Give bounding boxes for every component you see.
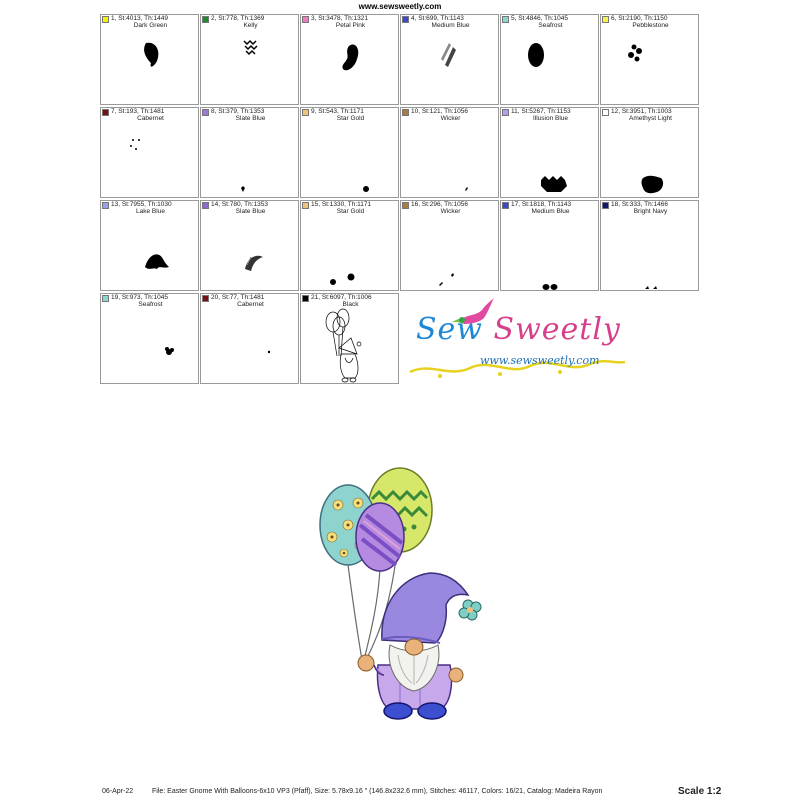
soles-icon [601,215,699,291]
color-cell [600,14,699,105]
hat-icon [101,215,199,291]
color-cell [100,14,199,105]
two-ticks-icon [401,215,499,291]
file-info: File: Easter Gnome With Balloons-6x10 VP3 (Pfaff), Size: 5.78x9.16 " (146.8x232.6 mm), Stitches: 46117, Colors: 16/21, Catalog: Madeira Rayon [152,788,603,795]
color-cell [100,200,199,291]
stitch-info: 19, St:973, Th:1045 [111,294,168,301]
thread-name: Bright Navy [633,208,668,215]
thread-name: Dark Green [133,22,168,29]
color-cell [200,107,299,198]
color-cell [600,107,699,198]
site-url: www.sewsweetly.com [358,2,442,11]
stitch-info: 13, St:7955, Th:1030 [111,201,172,208]
thread-name: Medium Blue [531,208,570,215]
thread-name: Star Gold [336,208,365,215]
stitch-info: 2, St:778, Th:1369 [211,15,265,22]
color-cell [500,14,599,105]
color-cell [200,14,299,105]
stitch-info: 3, St:3478, Th:1321 [311,15,368,22]
stitch-info: 1, St:4013, Th:1449 [111,15,168,22]
color-cell [400,107,499,198]
flower-icon [101,308,199,384]
sewsweetly-logo [400,292,640,392]
body-blob-icon [601,122,699,198]
color-cell [300,200,399,291]
stitch-info: 11, St:5267, Th:1153 [511,108,571,115]
color-cell [300,107,399,198]
color-cell [100,293,199,384]
stitch-info: 7, St:193, Th:1481 [111,108,165,115]
color-cell [100,107,199,198]
collar-icon [501,122,599,198]
stripe-icon [401,29,499,105]
zigzag-icon [201,29,299,105]
stitch-info: 17, St:1818, Th:1143 [511,201,572,208]
two-dots-icon [301,215,399,291]
logo-title: Sew Sweetly [416,312,621,347]
logo-url: www.sewsweetly.com [480,354,600,367]
small-blob-icon [301,122,399,198]
stitch-info: 14, St:780, Th:1353 [211,201,268,208]
shoes-icon [501,215,599,291]
thread-name: Wicker [440,115,461,122]
thread-name: Seafrost [538,22,563,29]
thread-name: Pebblestone [632,22,669,29]
stitch-info: 6, St:2190, Th:1150 [611,15,668,22]
stitch-info: 8, St:379, Th:1353 [211,108,265,115]
thread-name: Cabernet [137,115,164,122]
thread-name: Black [342,301,359,308]
bean-icon [301,29,399,105]
heart-small-icon [201,122,299,198]
feather-icon [201,215,299,291]
gnome-with-balloons-image [300,465,510,720]
color-cell [200,293,299,384]
thread-name: Lake Blue [136,208,165,215]
thread-name: Slate Blue [235,208,266,215]
footer [0,786,800,800]
color-cell [300,14,399,105]
outline-icon [301,308,399,384]
hat-flower [459,600,481,620]
oval-icon [501,29,599,105]
thread-name: Kelly [243,22,258,29]
scattered-dots-icon [101,122,199,198]
color-cell [400,14,499,105]
thread-name: Petal Pink [335,22,366,29]
stitch-info: 20, St:77, Th:1481 [211,294,265,301]
color-cell [400,200,499,291]
color-cell [500,200,599,291]
print-date: 06-Apr-22 [102,788,134,795]
stitch-info: 9, St:543, Th:1171 [311,108,364,115]
color-cell [600,200,699,291]
stitch-info: 12, St:3951, Th:1003 [611,108,672,115]
stitch-info: 4, St:699, Th:1143 [411,15,464,22]
stitch-info: 18, St:333, Th:1466 [611,201,668,208]
stitch-info: 16, St:296, Th:1056 [411,201,468,208]
thread-name: Amethyst Light [629,115,672,122]
single-dot-icon [201,308,299,384]
stitch-info: 10, St:121, Th:1056 [411,108,468,115]
leaf-blob-icon [101,29,199,105]
thread-name: Seafrost [138,301,163,308]
thread-name: Medium Blue [431,22,470,29]
dots-cluster-icon [601,29,699,105]
stitch-info: 5, St:4846, Th:1045 [511,15,568,22]
thread-name: Slate Blue [235,115,266,122]
thread-name: Cabernet [237,301,264,308]
color-cell [300,293,399,384]
tiny-mark-icon [401,122,499,198]
thread-name: Star Gold [336,115,365,122]
thread-name: Illusion Blue [532,115,569,122]
stitch-info: 21, St:6097, Th:1006 [311,294,372,301]
color-cell [500,107,599,198]
color-cell [200,200,299,291]
thread-name: Wicker [440,208,461,215]
scale-label: Scale 1:2 [678,786,722,797]
stitch-info: 15, St:1330, Th:1171 [311,201,372,208]
